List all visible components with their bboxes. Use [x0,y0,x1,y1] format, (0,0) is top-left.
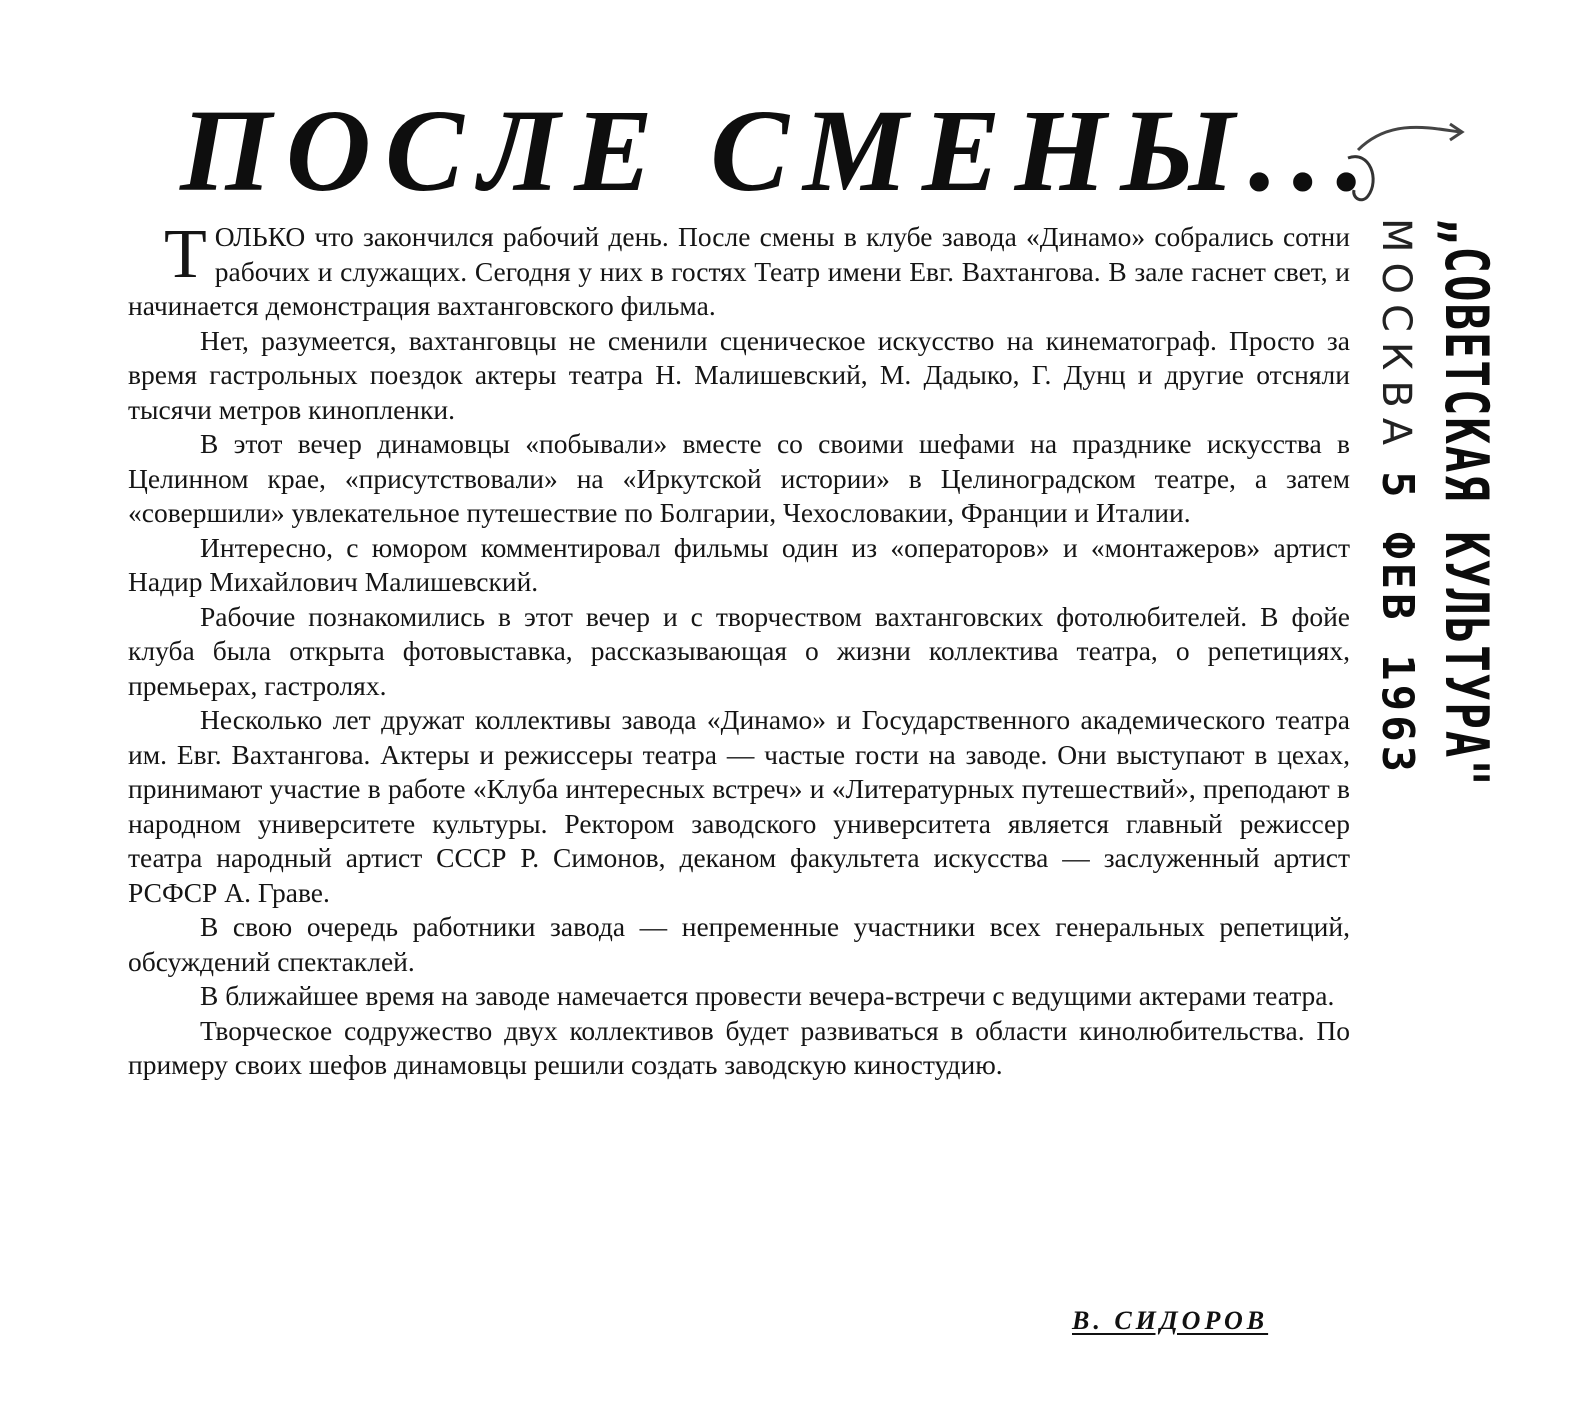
article-paragraph-3: В этот вечер динамовцы «побывали» вместе со своими шефами на празднике искусства в Целинном крае, «присутствовали» на «Иркутской истории» в Целиноградском театре, а затем «совершили» увлекательное путешествие по Болгарии, Чехословакии, Франции и Италии. [128,428,1350,528]
stamp-newspaper-name: „СОВЕТСКАЯ КУЛЬТУРА" [1431,218,1501,788]
article-paragraph-1-text: ОЛЬКО что закончился рабочий день. После смены в клубе завода «Динамо» собрались сотни рабочих и служащих. Сегодня у них в гостях Театр имени Евг. Вахтангова. В зале гаснет свет, и начинается демонстрация вахтанговского фильма. [128,221,1350,321]
newspaper-stamp [1360,218,1500,1218]
article-body [128,216,1350,1083]
article-headline: ПОСЛЕ СМЕНЫ... [180,85,1380,216]
article-paragraph-6: Несколько лет дружат коллективы завода «Динамо» и Государственного академического театра им. Евг. Вахтангова. Актеры и режиссеры театра — частые гости на заводе. Они выступают в цехах, принимают участие в работе «Клуба интересных встреч» и «Литературных путешествий», преподают в народном университете культуры. Ректором заводского университета является главный режиссер театра народный артист СССР Р. Симонов, деканом факультета искусства — заслуженный артист РСФСР А. Граве. [128,704,1350,908]
stamp-city: МОСКВА [1373,218,1419,456]
article-paragraph-1 [128,216,1350,324]
article-paragraph-9: Творческое содружество двух коллективов будет развиваться в области кинолюбительства. По примеру своих шефов динамовцы решили создать заводскую киностудию. [128,1014,1350,1080]
author-signature: В. СИДОРОВ [1072,1306,1269,1335]
article-paragraph-5: Рабочие познакомились в этот вечер и с творчеством вахтанговских фотолюбителей. В фойе клуба была открыта фотовыставка, рассказывающая о жизни коллектива театра, о репетициях, премьерах, гастролях. [128,600,1350,701]
article-paragraph-2: Нет, разумеется, вахтанговцы не сменили сценическое искусство на кинематограф. Просто за время гастрольных поездок актеры театра Н. Малишевский, М. Дадыко, Г. Дунц и другие отсняли тысячи метров кинопленки. [128,324,1350,425]
article-paragraph-7: В свою очередь работники завода — непременные участники всех генеральных репетиций, обсуждений спектаклей. [128,911,1350,977]
article-paragraph-4: Интересно, с юмором комментировал фильмы один из «операторов» и «монтажеров» артист Надир Михайлович Малишевский. [128,531,1350,597]
stamp-date: 5 ФЕВ 1963 [1372,471,1423,777]
handwritten-mark-icon [1340,110,1470,210]
article-paragraph-8: В ближайшее время на заводе намечается провести вечера-встречи с ведущими актерами театра. [200,980,1335,1011]
drop-cap: Т [164,216,207,293]
